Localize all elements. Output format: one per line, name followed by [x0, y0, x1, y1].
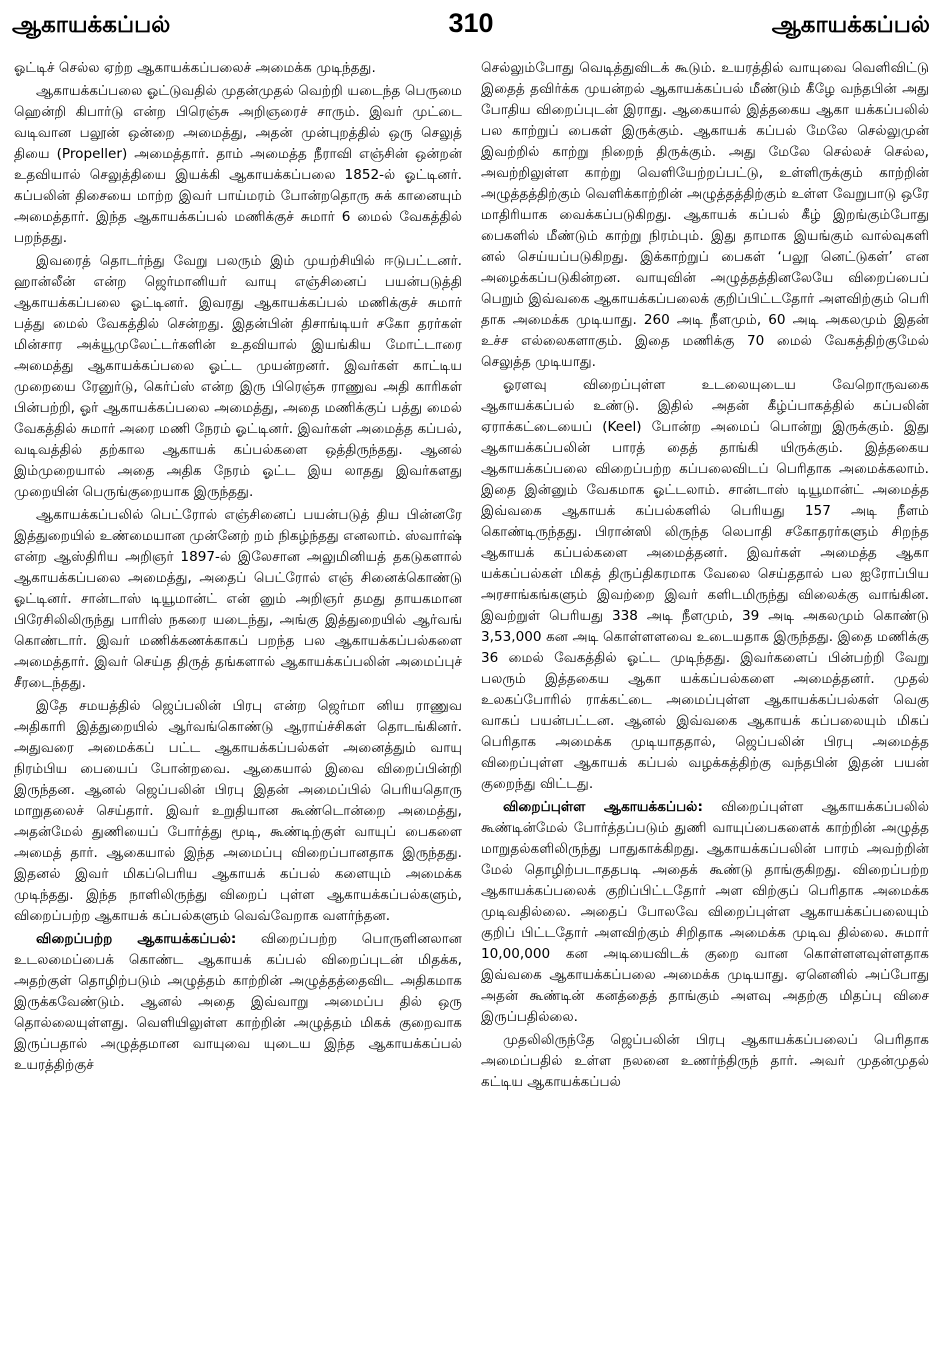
subsection-heading: விறைப்புள்ள ஆகாயக்கப்பல்: — [503, 799, 703, 815]
subsection-paragraph — [14, 929, 462, 1076]
body-paragraph — [14, 58, 462, 79]
running-title-right: ஆகாயக்கப்பல் — [771, 12, 930, 38]
page-number: 310 — [448, 8, 494, 38]
paragraph-text: ஓட்டிச் செல்ல ஏற்ற ஆகாயக்கப்பலைச் அமைக்க முடிந்தது. — [14, 60, 376, 76]
body-paragraph — [481, 1030, 929, 1093]
paragraph-text: செல்லும்போது வெடித்துவிடக் கூடும். உயரத்தில் வாயுவை வெளிவிட்டு இதைத் தவிர்க்க முயன்றல் ஆகாயக்கப்பல் மீண்டும் கீழே வந்தபின் அது போதிய விறைப்புடன் இராது. ஆகையால் இத்தகைய ஆகா யக்கப்பலில் பல காற்றுப் பைகள் இருக்கும். ஆகாயக் கப்பல் மேலே செல்லுமுன் இவற்றில் காற்று நிறைந் திருக்கும். அது மேலே செல்லச் செல்ல, அவற்றிலுள்ள காற்று வெளியேற்றப்பட்டு, உள்ளிருக்கும் காற்றின் அழுத்தத்திற்கும் வெளிக்காற்றின் அழுத்தத்திற்கும் உள்ள வேறுபாடு ஒரே மாதிரியாக வைக்கப்படுகிறது. ஆகாயக் கப்பல் கீழ் இறங்கும்போது பைகளில் மீண்டும் காற்று நிரம்பும். இது தாமாக இயங்கும் வால்வுகளி னல் செய்யப்படுகிறது. இக்காற்றுப் பைகள் ‘பலூ னெட்டுகள்’ என அழைக்கப்படுகின்றன. வாயுவின் அழுத்தத்தினலேயே விறைப்பைப் பெறும் இவ்வகை ஆகாயக்கப்பலைக் குறிப்பிட்டதோர் அளவிற்கும் பெரி தாக அமைக்க முடியாது. 260 அடி நீளமும், 60 அடி அகலமும் இதன் உச்ச எல்லைகளாகும். இதை மணிக்கு 70 மைல் வேகத்திற்குமேல் செலுத்த முடியாது. — [481, 60, 929, 370]
right-text-column — [481, 58, 929, 1354]
running-title-left: ஆகாயக்கப்பல் — [12, 12, 171, 38]
left-text-column — [14, 58, 462, 1354]
page-header — [0, 4, 942, 50]
subsection-paragraph — [481, 797, 929, 1028]
body-paragraph — [481, 58, 929, 373]
paragraph-text: ஆகாயக்கப்பலில் பெட்ரோல் எஞ்சினைப் பயன்படுத் திய பின்னரே இத்துறையில் உண்மையான முன்னேற் றம் நிகழ்ந்தது எனலாம். ஸ்வார்ஷ் என்ற ஆஸ்திரிய அறிஞர் 1897-ல் இலேசான அலுமினியத் தகடுகளால் ஆகாயக்கப்பலை அமைத்து, அதைப் பெட்ரோல் எஞ் சினைக்கொண்டு ஓட்டினர். சான்டாஸ் டியூமான்ட் என் னும் அறிஞர் தமது தாயகமான பிரேசிலிலிருந்து பாரிஸ் நகரை யடைந்து, அங்கு இத்துறையில் ஆர்வங் கொண்டார். இவர் மணிக்கணக்காகப் பறந்த பல ஆகாயக்கப்பல்களை அமைத்தார். இவர் செய்த திருத் தங்களால் ஆகாயக்கப்பலின் அமைப்புச் சீரடைந்தது. — [14, 507, 462, 691]
paragraph-text: இதே சமயத்தில் ஜெப்பலின் பிரபு என்ற ஜெர்மா னிய ராணுவ அதிகாரி இத்துறையில் ஆர்வங்கொண்டு ஆராய்ச்சிகள் தொடங்கினர். அதுவரை அமைக்கப் பட்ட ஆகாயக்கப்பல்கள் அனைத்தும் வாயு நிரம்பிய பையைப் போன்றவை. ஆகையால் இவை விறைப்பின்றி இருந்தன. ஆனல் ஜெப்பலின் பிரபு இதன் அமைப்பில் பெரியதொரு மாறுதலைச் செய்தார். இவர் உறுதியான கூண்டொன்றை அமைத்து, அதன்மேல் துணியைப் போர்த்து மூடி, கூண்டிற்குள் வாயுப் பைகளை அமைத் தார். ஆகையால் இந்த அமைப்பு விறைப்பானதாக இருந்தது. இதனல் இவர் மிகப்பெரிய ஆகாயக் கப்பல் களையும் அமைக்க முடிந்தது. இந்த நாளிலிருந்து விறைப் புள்ள ஆகாயக்கப்பல்களும், விறைப்பற்ற ஆகாயக் கப்பல்களும் வெவ்வேறாக வளர்ந்தன. — [14, 698, 462, 924]
body-paragraph — [14, 251, 462, 503]
body-paragraph — [14, 81, 462, 249]
paragraph-text: முதலிலிருந்தே ஜெப்பலின் பிரபு ஆகாயக்கப்பலைப் பெரிதாக அமைப்பதில் உள்ள நலனை உணர்ந்திருந் தார். அவர் முதன்முதல் கட்டிய ஆகாயக்கப்பல் — [481, 1032, 929, 1090]
paragraph-text: விறைப்பற்ற பொருளினலான உடலமைப்பைக் கொண்ட ஆகாயக் கப்பல் விறைப்புடன் மிதக்க, அதற்குள் தொழிற்படும் அழுத்தம் காற்றின் அழுத்தத்தைவிட அதிகமாக இருக்கவேண்டும். ஆனல் அதை இவ்வாறு அமைப்ப தில் ஒரு தொல்லையுள்ளது. வெளியிலுள்ள காற்றின் அழுத்தம் மிகக் குறைவாக இருப்பதால் அழுத்தமான வாயுவை யுடைய இந்த ஆகாயக்கப்பல் உயரத்திற்குச் — [14, 931, 462, 1073]
paragraph-text: இவரைத் தொடர்ந்து வேறு பலரும் இம் முயற்சியில் ஈடுபட்டனர். ஹான்லீன் என்ற ஜெர்மானியர் வாயு எஞ்சினைப் பயன்படுத்தி ஆகாயக்கப்பலை ஓட்டினர். இவரது ஆகாயக்கப்பல் மணிக்குச் சுமார் பத்து மைல் வேகத்தில் சென்றது. இதன்பின் திசாங்டியர் சகோ தரர்கள் மின்சார அக்யூமுலேட்டர்களின் உதவியால் இயங்கிய மோட்டாரை அமைத்து ஆகாயக்கப்பலை ஓட்ட முயன்றனர். இவர்கள் காட்டிய முறையை ரேனுர்டு, கெர்ப்ஸ் என்ற இரு பிரெஞ்சு ராணுவ அதி காரிகள் பின்பற்றி, ஓர் ஆகாயக்கப்பலை அமைத்து, அதை மணிக்குப் பத்து மைல் வேகத்தில் சுமார் அரை மணி நேரம் ஓட்டினர். இவர்கள் அமைத்த கப்பல், வடிவத்தில் தற்கால ஆகாயக் கப்பல்களை ஒத்திருந்தது. ஆனல் இம்முறையால் அதை அதிக நேரம் ஓட்ட இய லாதது இவர்களது முறையின் பெருங்குறையாக இருந்தது. — [14, 253, 462, 500]
body-paragraph — [14, 505, 462, 694]
paragraph-text: ஆகாயக்கப்பலை ஓட்டுவதில் முதன்முதல் வெற்றி யடைந்த பெருமை ஹென்றி கிபார்டு என்ற பிரெஞ்சு அறிஞரைச் சாரும். இவர் முட்டை வடிவான பலூன் ஒன்றை அமைத்து, அதன் முன்புறத்தில் ஒரு செலுத் தியை (Propeller) அமைத்தார். தாம் அமைத்த நீராவி எஞ்சின் ஒன்றன் உதவியால் செலுத்தியை இயக்கி ஆகாயக்கப்பலை 1852-ல் ஓட்டினர். கப்பலின் திசையை மாற்ற இவர் பாய்மரம் போன்றதொரு சுக் கானையும் அமைத்தார். இந்த ஆகாயக்கப்பல் மணிக்குச் சுமார் 6 மைல் வேகத்தில் பறந்தது. — [14, 83, 462, 246]
paragraph-text: விறைப்புள்ள ஆகாயக்கப்பலில் கூண்டின்மேல் போர்த்தப்படும் துணி வாயுப்பைகளைக் காற்றின் அழுத்த மாறுதல்களிலிருந்து பாதுகாக்கிறது. ஆகாயக்கப்பலின் பாரம் அவற்றின் மேல் தொழிற்படாததபடி அதைக் கூண்டு தாங்குகிறது. விறைப்பற்ற ஆகாயக்கப்பலைக் குறிப்பிட்டதோர் அள விற்குப் பெரிதாக அமைக்க முடிவதில்லை. அதைப் போலவே விறைப்புள்ள ஆகாயக்கப்பலையும் குறிப் பிட்டதோர் அளவிற்கும் சிறிதாக அமைக்க முடிவ தில்லை. சுமார் 10,00,000 கன அடியைவிடக் குறை வான கொள்ளளவுள்ளதாக இவ்வகை ஆகாயக்கப்பலை அமைக்க முடியாது. ஏனெனில் அப்போது அதன் கூண்டின் கனத்தைத் தாங்கும் அளவு அதற்கு மிதப்பு விசை இருப்பதில்லை. — [481, 799, 929, 1025]
body-paragraph — [481, 375, 929, 795]
paragraph-text: ஓரளவு விறைப்புள்ள உடலையுடைய வேறொருவகை ஆகாயக்கப்பல் உண்டு. இதில் அதன் கீழ்ப்பாகத்தில் கப்பலின் ஏராக்கட்டையைப் (Keel) போன்ற அமைப் பொன்று இருக்கும். இது ஆகாயக்கப்பலின் பாரத் தைத் தாங்கி யிருக்கும். இத்தகைய ஆகாயக்கப்பலை விறைப்பற்ற கப்பலைவிடப் பெரிதாக அமைக்கலாம். இதை இன்னும் வேகமாக ஓட்டலாம். சான்டாஸ் டியூமான்ட் அமைத்த இவ்வகை ஆகாயக் கப்பல்களில் பெரியது 157 அடி நீளம் கொண்டிருந்தது. பிரான்ஸி லிருந்த லெபாதி சகோதரர்களும் சிறந்த ஆகாயக் கப்பல்களை அமைத்தனர். இவர்கள் அமைத்த ஆகா யக்கப்பல்கள் மிகத் திருப்திகரமாக வேலை செய்ததால் பல ஐரோப்பிய அரசாங்கங்களும் இவற்றை இவர் களிடமிருந்து விலைக்கு வாங்கின. இவற்றுள் பெரியது 338 அடி நீளமும், 39 அடி அகலமும் கொண்டு 3,53,000 கன அடி கொள்ளளவை உடையதாக இருந்தது. இதை மணிக்கு 36 மைல் வேகத்தில் ஓட்ட முடிந்தது. இவர்களைப் பின்பற்றி வேறு பலரும் இத்தகைய ஆகா யக்கப்பல்களை அமைத்தனர். முதல் உலகப்போரில் ராக்கட்டை அமைப்புள்ள ஆகாயக்கப்பல்கள் வெகு வாகப் பயன்பட்டன. ஆனல் இவ்வகை ஆகாயக் கப்பலையும் மிகப் பெரிதாக அமைக்க முடியாததால், ஜெப்பலின் பிரபு அமைத்த விறைப்புள்ள ஆகாயக் கப்பல் வழக்கத்திற்கு வந்தபின் இதன் பயன் குறைந்து விட்டது. — [481, 377, 929, 792]
body-paragraph — [14, 696, 462, 927]
subsection-heading: விறைப்பற்ற ஆகாயக்கப்பல்: — [36, 931, 237, 947]
